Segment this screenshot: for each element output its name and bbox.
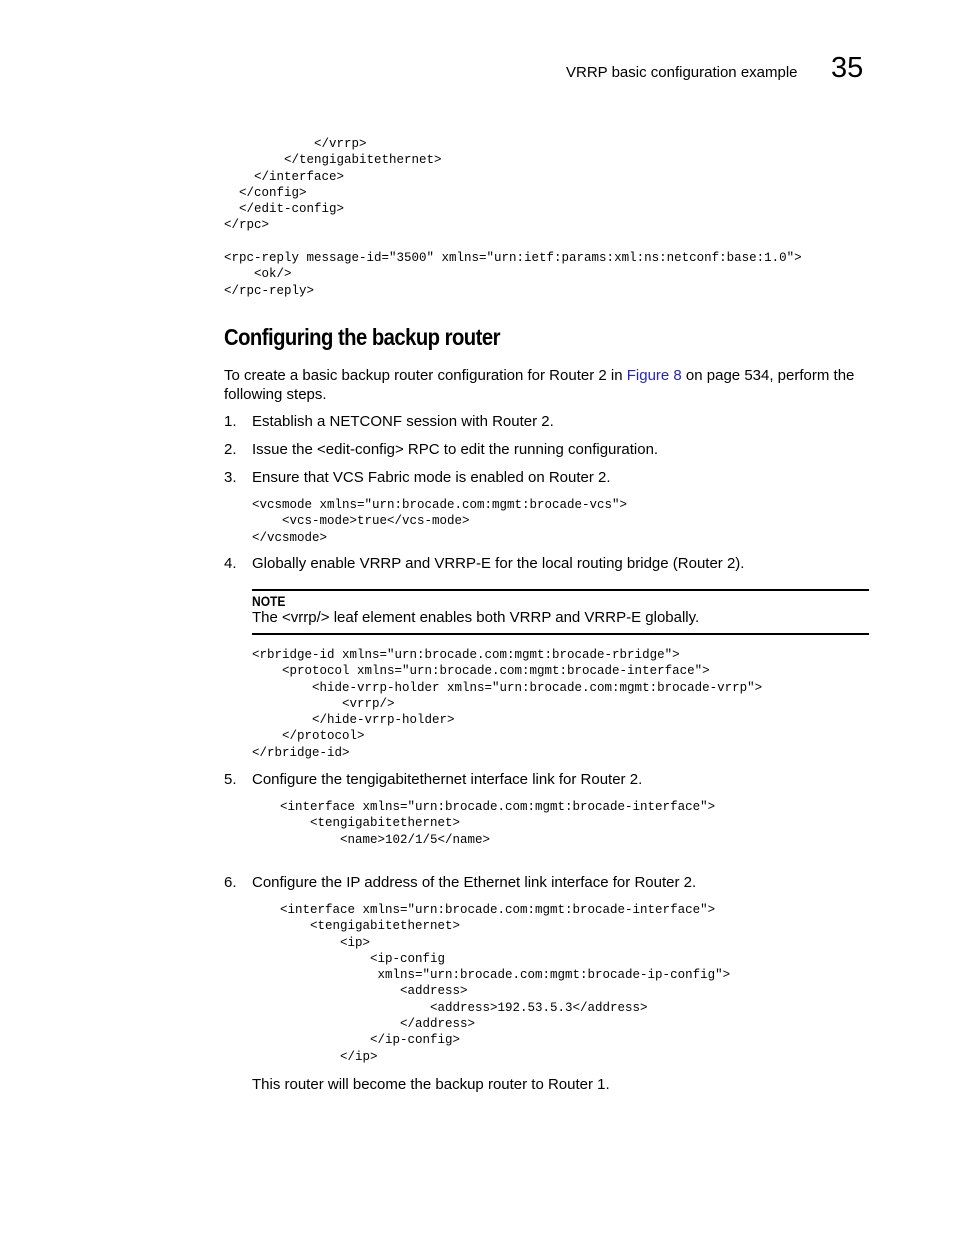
code-line: </protocol> bbox=[252, 729, 365, 744]
step-number: 4. bbox=[224, 555, 237, 572]
step-text: Configure the IP address of the Ethernet link interface for Router 2. bbox=[252, 874, 697, 891]
code-line: <rpc-reply message-id="3500" xmlns="urn:ietf:params:xml:ns:netconf:base:1.0"> bbox=[224, 251, 802, 265]
note-text: The <vrrp/> leaf element enables both VRRP and VRRP-E globally. bbox=[252, 609, 700, 626]
code-line: <ok/> bbox=[224, 267, 292, 282]
closing-paragraph: This router will become the backup router to Router 1. bbox=[252, 1076, 610, 1093]
step-number: 3. bbox=[224, 469, 237, 486]
code-block-rpc-reply bbox=[224, 250, 802, 299]
code-block-ip-config bbox=[280, 902, 730, 1065]
code-line: </rbridge-id> bbox=[252, 745, 350, 760]
code-line: <tengigabitethernet> bbox=[280, 816, 461, 831]
step-text: Globally enable VRRP and VRRP-E for the local routing bridge (Router 2). bbox=[252, 555, 745, 572]
code-line: <interface xmlns="urn:brocade.com:mgmt:brocade-interface"> bbox=[280, 903, 716, 917]
code-line: </edit-config> bbox=[224, 202, 345, 217]
step-number: 2. bbox=[224, 441, 237, 458]
step-text: Configure the tengigabitethernet interface link for Router 2. bbox=[252, 771, 643, 788]
figure-link[interactable]: Figure 8 bbox=[626, 367, 682, 384]
code-line: <ip-config bbox=[280, 951, 446, 966]
note-top-rule bbox=[252, 589, 869, 591]
intro-paragraph bbox=[224, 366, 864, 404]
code-line: </tengigabitethernet> bbox=[224, 153, 442, 168]
code-line: </ip-config> bbox=[280, 1033, 461, 1048]
code-line: <hide-vrrp-holder xmlns="urn:brocade.com:mgmt:brocade-vrrp"> bbox=[252, 680, 763, 695]
running-header-title: VRRP basic configuration example bbox=[566, 64, 798, 81]
code-line: <protocol xmlns="urn:brocade.com:mgmt:brocade-interface"> bbox=[252, 664, 710, 679]
code-line: </vrrp> bbox=[224, 137, 367, 151]
code-line: <address> bbox=[280, 984, 468, 999]
step-number: 1. bbox=[224, 413, 237, 430]
code-line: </rpc-reply> bbox=[224, 283, 315, 298]
code-line: </hide-vrrp-holder> bbox=[252, 713, 455, 728]
section-heading: Configuring the backup router bbox=[224, 324, 500, 350]
note-label: NOTE bbox=[252, 593, 286, 609]
code-block-interface bbox=[280, 799, 715, 848]
code-line: </rpc> bbox=[224, 218, 270, 233]
code-line: xmlns="urn:brocade.com:mgmt:brocade-ip-config"> bbox=[280, 968, 731, 983]
intro-text: To create a basic backup router configuration for Router 2 in bbox=[224, 367, 627, 384]
code-line: </interface> bbox=[224, 169, 345, 184]
step-text: Issue the <edit-config> RPC to edit the running configuration. bbox=[252, 441, 659, 458]
code-line: <interface xmlns="urn:brocade.com:mgmt:brocade-interface"> bbox=[280, 800, 716, 814]
code-block-rbridge bbox=[252, 647, 762, 761]
note-bottom-rule bbox=[252, 633, 869, 635]
code-line: </config> bbox=[224, 185, 307, 200]
code-line: <name>102/1/5</name> bbox=[280, 832, 491, 847]
chapter-number: 35 bbox=[831, 52, 864, 84]
code-line: <vcsmode xmlns="urn:brocade.com:mgmt:brocade-vcs"> bbox=[252, 498, 628, 512]
code-line: <rbridge-id xmlns="urn:brocade.com:mgmt:brocade-rbridge"> bbox=[252, 648, 680, 662]
intro-text-continued: on page 534, perform the following steps. bbox=[224, 367, 855, 403]
code-block-top bbox=[224, 136, 442, 234]
code-line: <address>192.53.5.3</address> bbox=[280, 1000, 648, 1015]
code-line: </address> bbox=[280, 1017, 476, 1032]
step-number: 5. bbox=[224, 771, 237, 788]
code-line: <vrrp/> bbox=[252, 696, 395, 711]
code-line: </vcsmode> bbox=[252, 530, 328, 545]
code-block-vcsmode bbox=[252, 497, 627, 546]
code-line: <tengigabitethernet> bbox=[280, 919, 461, 934]
code-line: </ip> bbox=[280, 1049, 378, 1064]
code-line: <vcs-mode>true</vcs-mode> bbox=[252, 514, 470, 529]
code-line: <ip> bbox=[280, 935, 371, 950]
step-text: Establish a NETCONF session with Router 2. bbox=[252, 413, 554, 430]
step-number: 6. bbox=[224, 874, 237, 891]
step-text: Ensure that VCS Fabric mode is enabled on Router 2. bbox=[252, 469, 611, 486]
